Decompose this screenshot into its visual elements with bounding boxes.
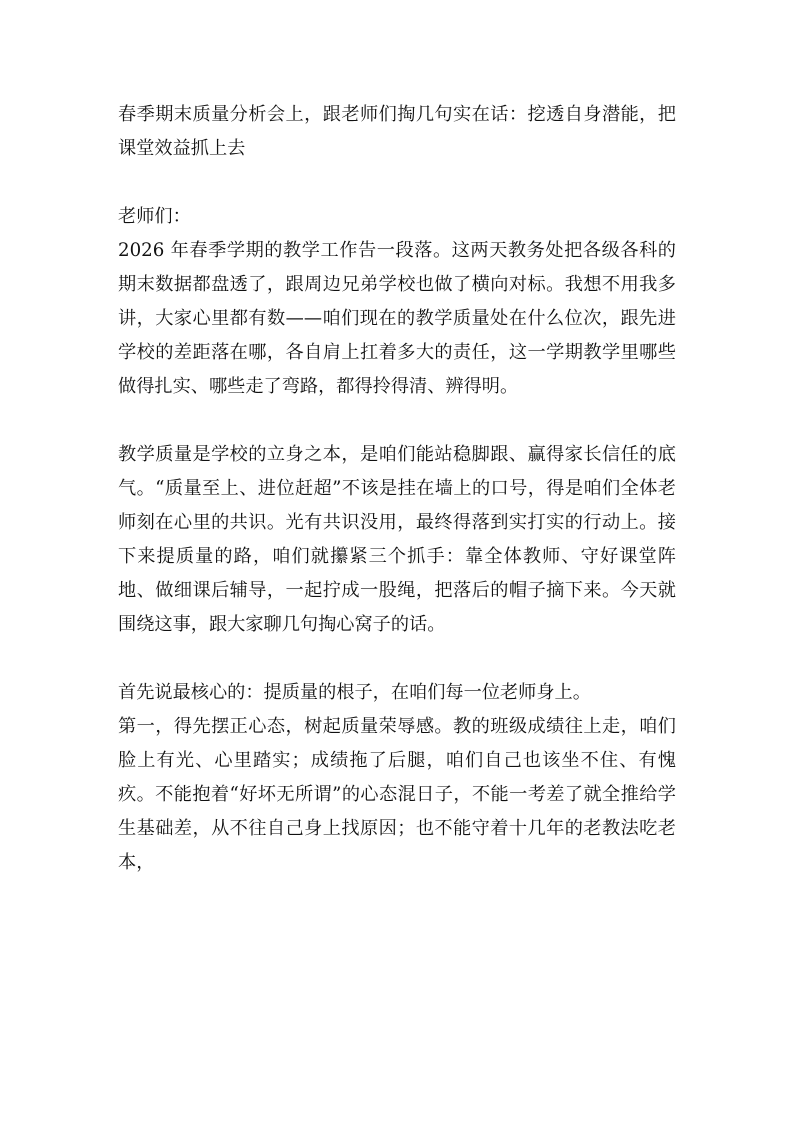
salutation: 老师们： [118,206,191,227]
document-title: 春季期末质量分析会上，跟老师们掏几句实在话：挖透自身潜能，把课堂效益抓上去 [118,104,676,159]
document-body [118,98,676,880]
paragraph: 2026 年春季学期的教学工作告一段落。这两天教务处把各级各科的期末数据都盘透了，跟周边兄弟学校也做了横向对标。我想不用我多讲，大家心里都有数——咱们现在的教学质量处在什么位次，跟先进学校的差距落在哪，各自肩上扛着多大的责任，这一学期教学里哪些做得扎实、哪些走了弯路，都得拎得清、辨得明。 [118,240,676,397]
paragraph: 教学质量是学校的立身之本，是咱们能站稳脚跟、赢得家长信任的底气。“质量至上、进位赶超”不该是挂在墙上的口号，得是咱们全体老师刻在心里的共识。光有共识没用，最终得落到实打实的行动上。接下来提质量的路，咱们就攥紧三个抓手：靠全体教师、守好课堂阵地、做细课后辅导，一起拧成一股绳，把落后的帽子摘下来。今天就围绕这事，跟大家聊几句掏心窝子的话。 [118,444,676,635]
paragraph: 第一，得先摆正心态，树起质量荣辱感。教的班级成绩往上走，咱们脸上有光、心里踏实；成绩拖了后腿，咱们自己也该坐不住、有愧疚。不能抱着“好坏无所谓”的心态混日子，不能一考差了就全推给学生基础差，从不往自己身上找原因；也不能守着十几年的老教法吃老本， [118,716,676,873]
paragraph: 首先说最核心的：提质量的根子，在咱们每一位老师身上。 [118,682,591,703]
